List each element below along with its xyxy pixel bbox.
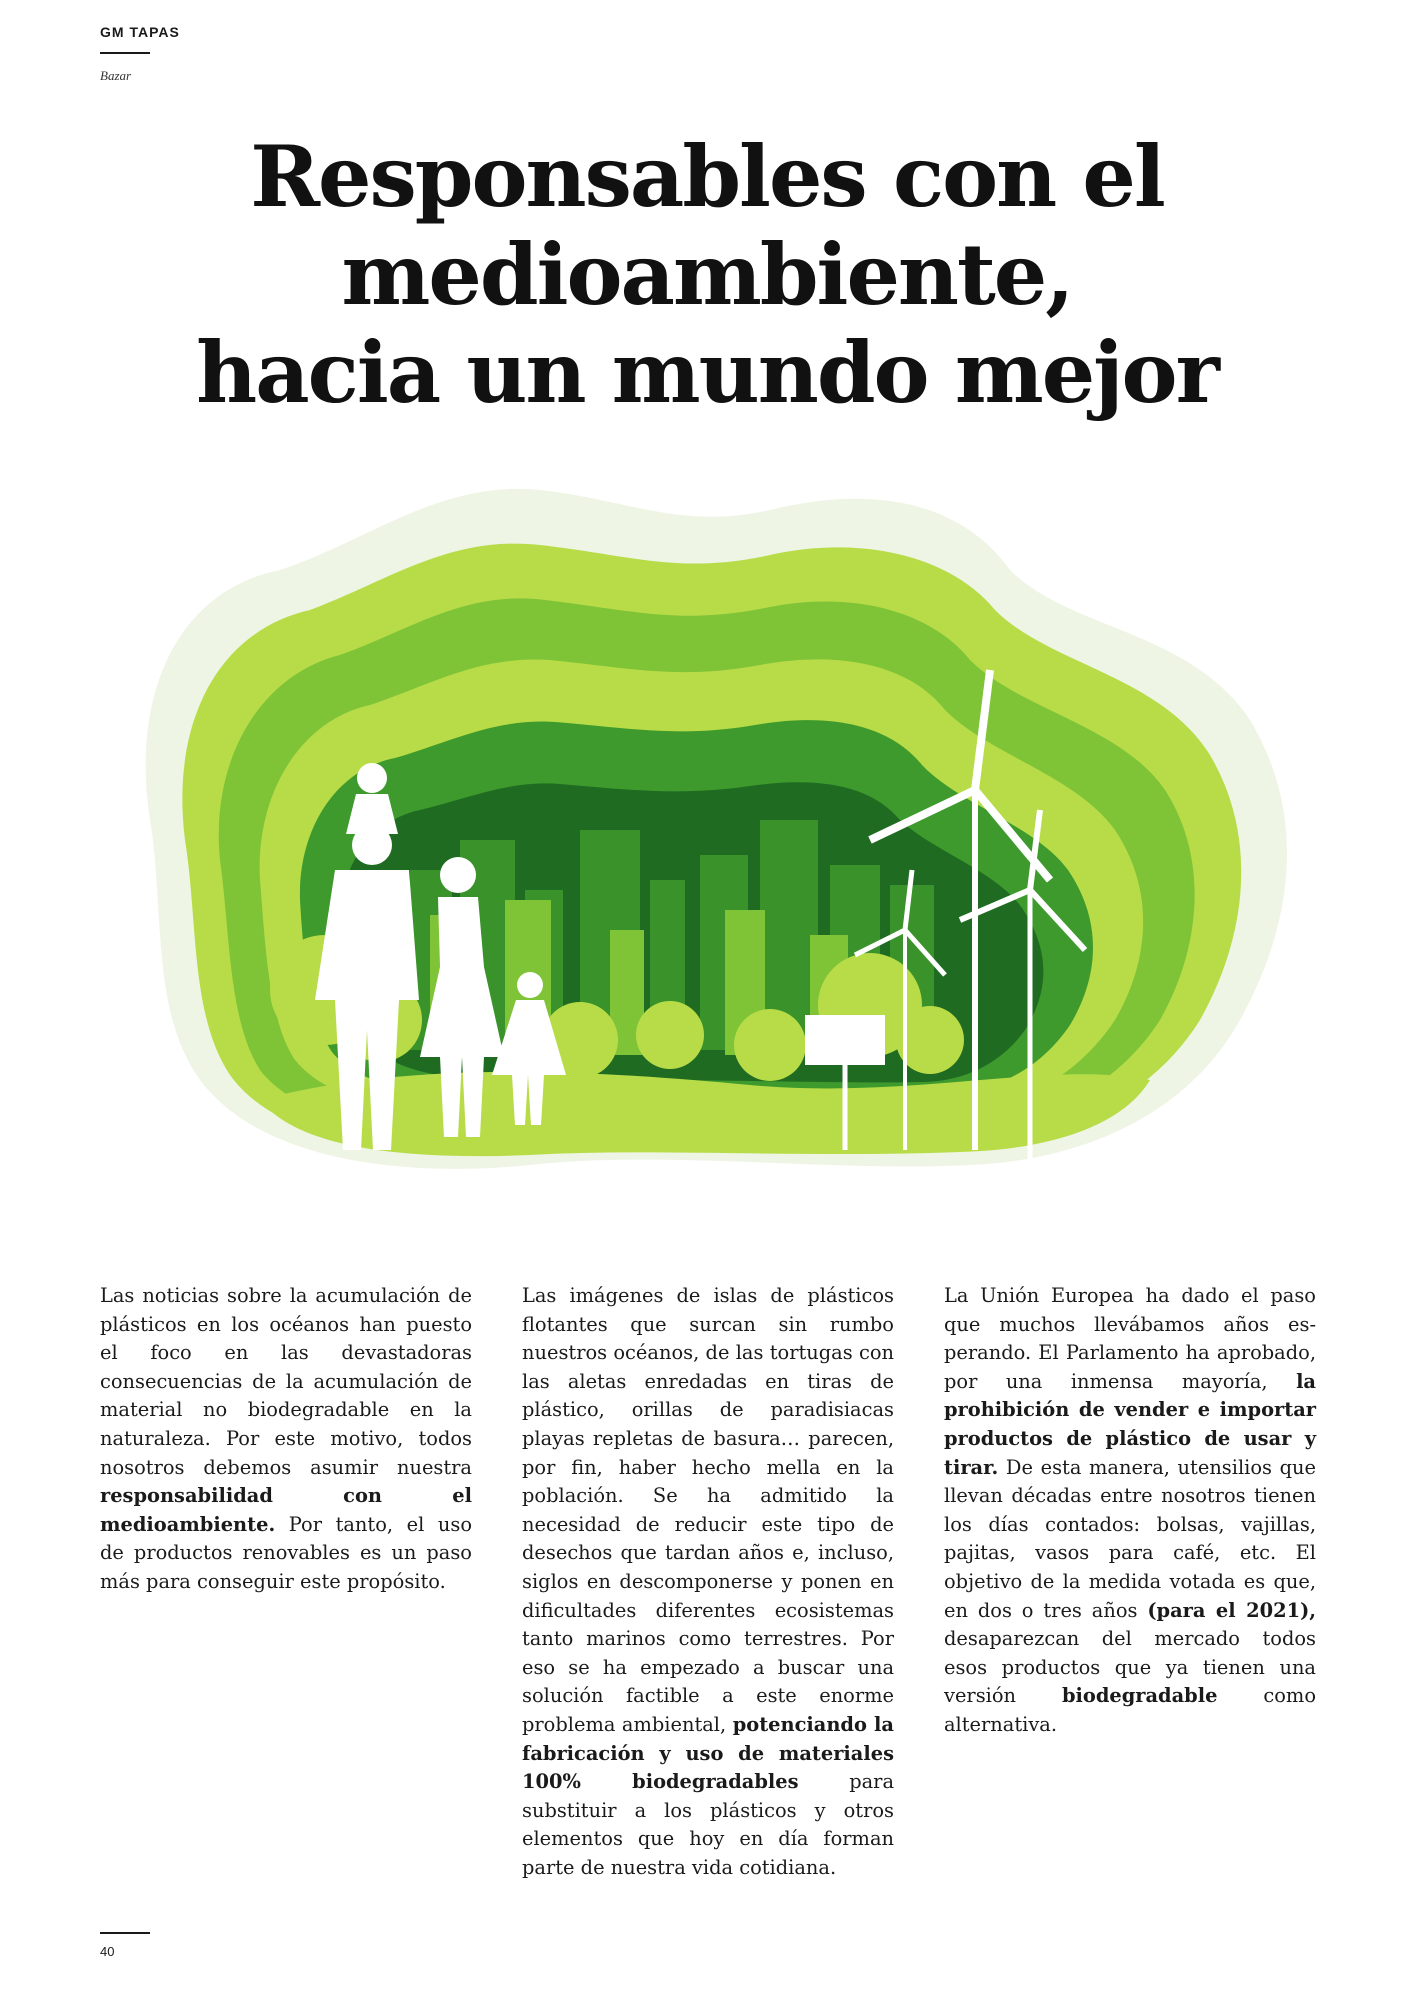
mother-head (440, 857, 476, 893)
tree (636, 1001, 704, 1069)
section-rule (100, 52, 150, 54)
page-number: 40 (100, 1944, 115, 1959)
text-segment: como alternativa. (944, 1684, 1316, 1736)
subsection-label: Bazar (100, 68, 132, 83)
headline-line-3: hacia un mundo mejor (196, 323, 1218, 422)
child-on-shoulders-head (357, 763, 387, 793)
article-column-2 (522, 1282, 894, 1882)
text-segment-bold: responsabilidad con el medioambiente. (100, 1484, 472, 1536)
text-segment: Por tanto, el uso de productos renovables es un paso más para conseguir este propósito. (100, 1512, 472, 1593)
paper-layers (146, 489, 1287, 1169)
girl-head (517, 972, 543, 998)
headline-line-2: medioambiente, (341, 225, 1073, 324)
father-head (352, 825, 392, 865)
article-body (100, 1282, 1330, 1922)
article-column-1 (100, 1282, 472, 1597)
article-paragraph (100, 1282, 472, 1597)
text-segment: para substituir a los plásticos y otros elementos que hoy en día forman parte de nuestra vida cotidiana. (522, 1770, 895, 1879)
text-segment-bold: biodegradable (1061, 1684, 1218, 1708)
text-segment: De esta manera, utensilios que llevan décadas entre nosotros tienen los días contados: bolsas, vajillas, pajitas, vasos para café, etc. El objetivo de la medida votada es que, en dos o tres años (944, 1455, 1316, 1622)
tree (734, 1009, 806, 1081)
solar-panel-frame (805, 1015, 885, 1065)
text-segment: La Unión Europea ha dado el paso que muchos llevábamos años esperando. El Parlamento ha aprobado, por una inmensa mayoría, (944, 1284, 1316, 1393)
footer-rule (100, 1932, 150, 1934)
text-segment: Las noticias sobre la acumulación de plásticos en los océanos han puesto el foco en las devastadoras consecuencias de la acumulación de material no biodegradable en la naturaleza. Por este motivo, todos nosotros debemos asumir nuestra (100, 1284, 472, 1479)
headline (0, 128, 1414, 422)
text-segment-bold: (para el 2021), (1147, 1598, 1316, 1622)
eco-city-illustration (110, 460, 1310, 1180)
article-paragraph (522, 1282, 894, 1882)
text-segment: Las imágenes de islas de plásticos flotantes que surcan sin rumbo nuestros océanos, de las tortugas con las aletas enredadas en tiras de plástico, orillas de paradisiacas playas repletas de basura… parecen, por fin, haber hecho mella en la población. Se ha admitido la necesidad de reducir este tipo de desechos que tardan años e, incluso, siglos en descomponerse y ponen en dificultades diferentes ecosistemas tanto marinos como terrestres. Por eso se ha empezado a buscar una solución factible a este enorme problema ambiental, (522, 1284, 894, 1736)
section-label: GM TAPAS (100, 24, 180, 40)
article-paragraph (944, 1282, 1316, 1740)
article-column-3 (944, 1282, 1316, 1740)
text-segment-bold: potenciando la fabricación y uso de materiales 100% biodegradables (522, 1712, 894, 1794)
headline-line-1: Responsables con el (250, 127, 1164, 226)
text-segment-bold: la prohibición de vender e importar productos de plástico de usar y tirar. (944, 1369, 1316, 1479)
text-segment: desaparezcan del mercado todos esos productos que ya tienen una versión (944, 1627, 1316, 1708)
